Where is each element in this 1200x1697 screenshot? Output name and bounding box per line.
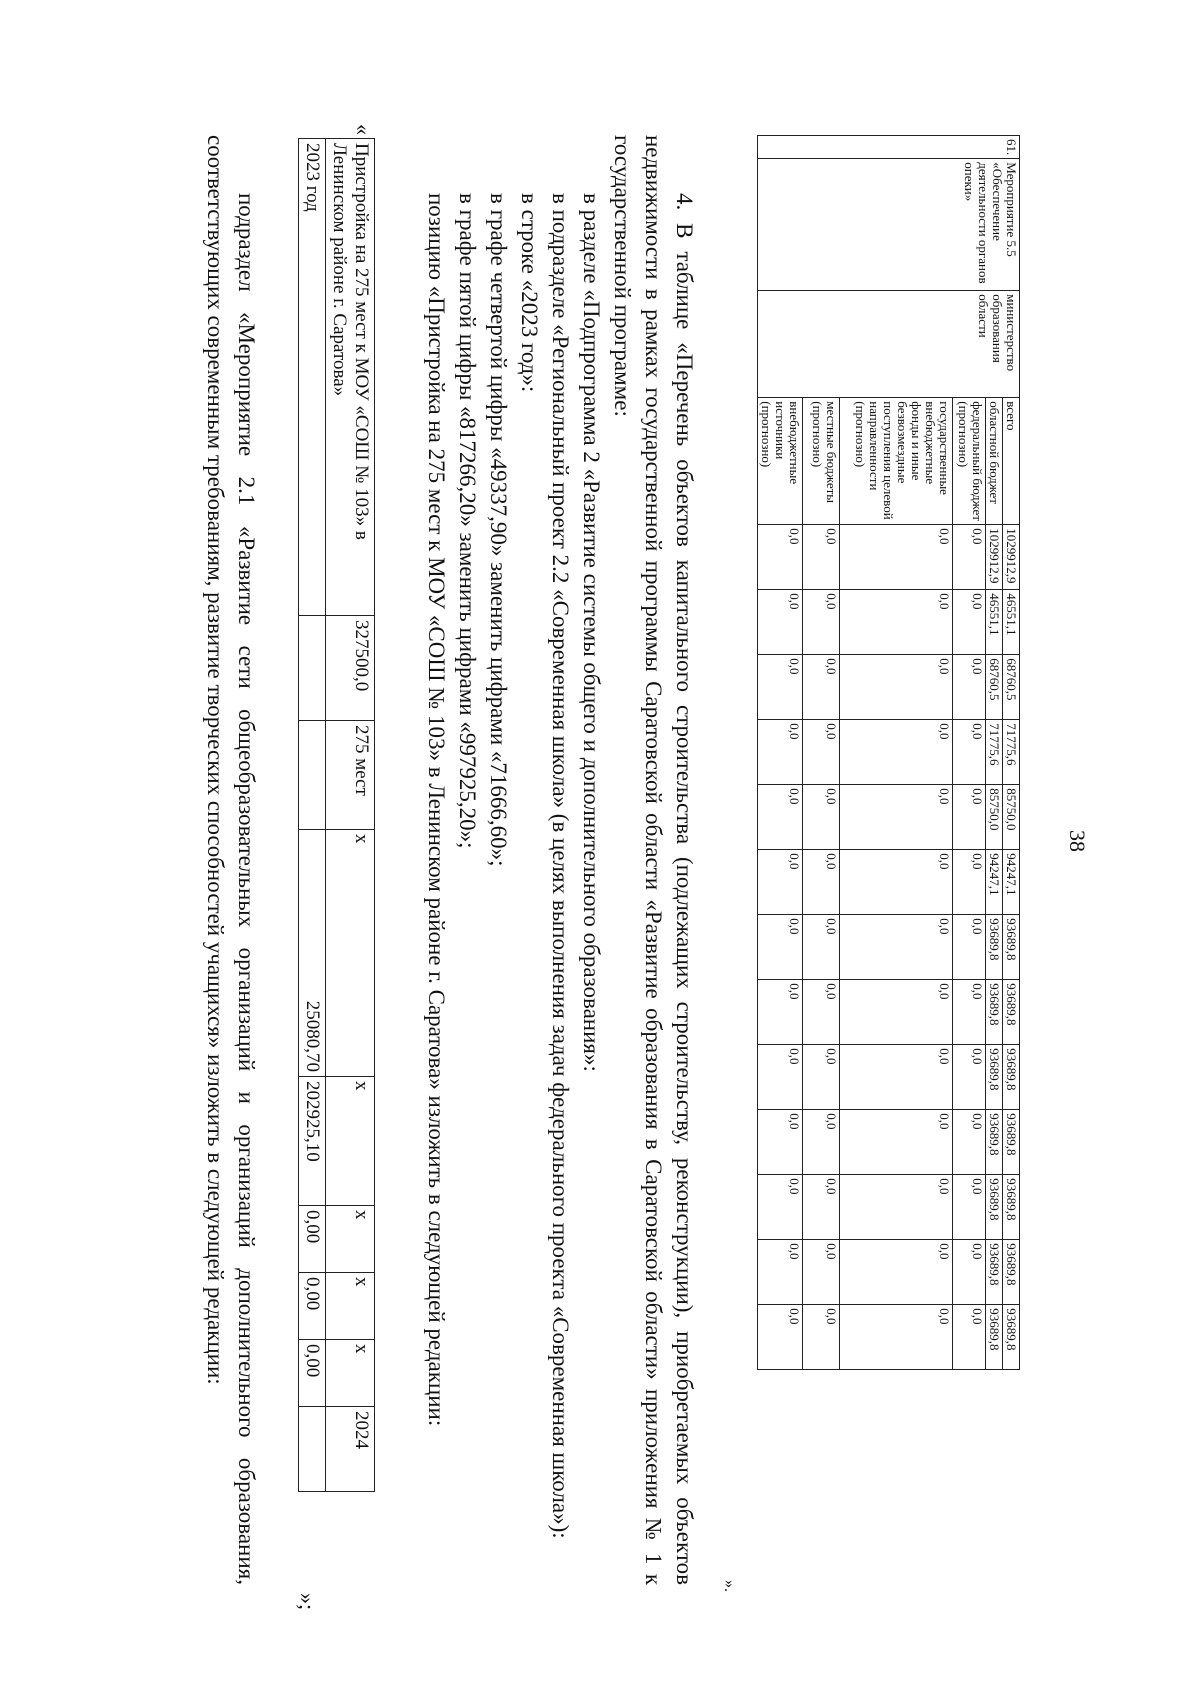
value-cell: 0,0 [758, 525, 803, 590]
value-cell: х [326, 1206, 375, 1273]
value-cell: 0,0 [840, 785, 953, 850]
value-cell: х [326, 1273, 375, 1340]
value-cell: х [326, 1077, 375, 1206]
source-cell: государственные внебюджетные фонды и иные безвозмездные поступления целевой направленности (прогнозно) [840, 398, 953, 525]
rotated-sheet [80, 40, 1120, 1660]
value-cell: 0,0 [840, 980, 953, 1045]
source-cell: областной бюджет [986, 398, 1003, 525]
value-cell: 0,0 [840, 720, 953, 785]
row-number: 61. [758, 136, 1020, 159]
value-cell: 202925,10 [299, 1077, 326, 1206]
value-cell: 0,0 [840, 1305, 953, 1370]
source-cell: федеральный бюджет (прогнозно) [953, 398, 986, 525]
value-cell: 0,00 [299, 1273, 326, 1340]
year-cell: 2024 [326, 1407, 375, 1492]
value-cell: 0,0 [758, 980, 803, 1045]
responsible-body: министерство образования области [758, 291, 1020, 398]
value-cell: 93689,8 [1003, 915, 1020, 980]
value-cell: 0,0 [803, 850, 840, 915]
value-cell: 1029912,9 [1003, 525, 1020, 590]
value-cell: 93689,8 [986, 980, 1003, 1045]
paragraph: в разделе «Подпрограмма 2 «Развитие системы общего и дополнительного образования»: [579, 193, 604, 1072]
value-cell: 0,0 [758, 1305, 803, 1370]
value-cell: 71775,6 [986, 720, 1003, 785]
value-cell: 93689,8 [986, 1175, 1003, 1240]
value-cell: 46551,1 [986, 590, 1003, 655]
value-cell: 71775,6 [1003, 720, 1020, 785]
measure-name: Мероприятие 5.5 «Обеспечение деятельности органов опеки» [758, 159, 1020, 291]
value-cell: 0,0 [953, 915, 986, 980]
value-cell: 0,0 [758, 785, 803, 850]
amendment-text-2 [200, 135, 262, 1585]
value-cell: 0,0 [840, 1045, 953, 1110]
paragraph: в графе пятой цифры «817266,20» заменить цифрами «997925,20»; [455, 193, 480, 849]
table-closing-quote: »; [295, 1593, 320, 1611]
object-cost: 327500,0 [326, 616, 375, 721]
value-cell: 25080,70 [299, 830, 326, 1077]
value-cell: 0,0 [758, 915, 803, 980]
value-cell: 0,0 [953, 980, 986, 1045]
value-cell: 0,0 [758, 1240, 803, 1305]
value-cell: 0,0 [840, 1175, 953, 1240]
value-cell: 0,0 [953, 785, 986, 850]
table-closing-quote: ». [721, 1580, 738, 1592]
empty-cell [299, 721, 326, 830]
paragraph: 4. В таблице «Перечень объектов капитального строительства (подлежащих строительству, реконструкции), приобретаемых объектов недвижимости в рамках государственной программы Саратовской области «Развитие образования в Саратовской области» приложения № 1 к государственной программе: [610, 135, 697, 1585]
page-number: 38 [1065, 830, 1090, 852]
value-cell: 0,0 [840, 1110, 953, 1175]
value-cell: 0,0 [953, 1175, 986, 1240]
construction-table [298, 138, 375, 1492]
value-cell: 0,0 [953, 1110, 986, 1175]
amendment-text [421, 135, 700, 1585]
value-cell: 1029912,9 [986, 525, 1003, 590]
empty-cell [299, 1407, 326, 1492]
value-cell: 0,0 [803, 1175, 840, 1240]
row-label: 2023 год [299, 139, 326, 616]
value-cell: 0,0 [953, 590, 986, 655]
value-cell: 68760,5 [1003, 655, 1020, 720]
value-cell: 93689,8 [1003, 1110, 1020, 1175]
value-cell: 85750,0 [1003, 785, 1020, 850]
value-cell: 0,0 [803, 655, 840, 720]
value-cell: 0,0 [803, 590, 840, 655]
table-row [326, 139, 375, 1492]
source-cell: всего [1003, 398, 1020, 525]
value-cell: 93689,8 [986, 1110, 1003, 1175]
object-capacity: 275 мест [326, 721, 375, 830]
value-cell: 93689,8 [986, 1240, 1003, 1305]
paragraph: подраздел «Мероприятие 2.1 «Развитие сети общеобразовательных организаций и организаций дополнительного образования, соответствующих современным требованиям, развитие творческих способностей учащихся» изложить в следующей редакции: [203, 135, 259, 1585]
value-cell: 68760,5 [986, 655, 1003, 720]
value-cell: 0,0 [803, 525, 840, 590]
table-open-quote: « [351, 124, 376, 135]
value-cell: 0,0 [758, 850, 803, 915]
paragraph: в строке «2023 год»: [517, 193, 542, 393]
value-cell: 93689,8 [986, 1305, 1003, 1370]
value-cell: 0,0 [953, 655, 986, 720]
value-cell: 93689,8 [1003, 1175, 1020, 1240]
value-cell: 94247,1 [986, 850, 1003, 915]
value-cell: 0,0 [840, 590, 953, 655]
table-row [299, 139, 326, 1492]
value-cell: 93689,8 [1003, 1240, 1020, 1305]
value-cell: 85750,0 [986, 785, 1003, 850]
value-cell: 0,0 [803, 980, 840, 1045]
value-cell: 0,0 [840, 850, 953, 915]
value-cell: 93689,8 [1003, 1045, 1020, 1110]
value-cell: 0,0 [758, 655, 803, 720]
value-cell: 0,0 [803, 1305, 840, 1370]
value-cell: 0,0 [758, 720, 803, 785]
value-cell: 0,00 [299, 1206, 326, 1273]
value-cell: 0,0 [840, 1240, 953, 1305]
value-cell: 0,0 [758, 1175, 803, 1240]
value-cell: 94247,1 [1003, 850, 1020, 915]
paragraph: в графе четвертой цифры «49337,90» заменить цифрами «71666,60»; [486, 193, 511, 867]
value-cell: 0,0 [840, 655, 953, 720]
value-cell: 0,0 [953, 525, 986, 590]
value-cell: 0,0 [758, 1045, 803, 1110]
value-cell: 0,0 [953, 1305, 986, 1370]
value-cell: 93689,8 [986, 1045, 1003, 1110]
value-cell: 0,0 [840, 915, 953, 980]
value-cell: 93689,8 [1003, 1305, 1020, 1370]
value-cell: 0,0 [803, 1045, 840, 1110]
value-cell: х [326, 1340, 375, 1407]
value-cell: 0,0 [803, 915, 840, 980]
value-cell: 0,0 [953, 850, 986, 915]
value-cell: 93689,8 [986, 915, 1003, 980]
value-cell: 93689,8 [1003, 980, 1020, 1045]
value-cell: 46551,1 [1003, 590, 1020, 655]
source-cell: местные бюджеты (прогнозно) [803, 398, 840, 525]
budget-table [757, 135, 1020, 1370]
value-cell: 0,0 [953, 1045, 986, 1110]
value-cell: 0,0 [803, 720, 840, 785]
value-cell: 0,0 [758, 590, 803, 655]
paragraph: позицию «Пристройка на 275 мест к МОУ «СОШ № 103» в Ленинском районе г. Саратова» изложить в следующей редакции: [424, 193, 449, 1427]
value-cell: 0,0 [840, 525, 953, 590]
value-cell: х [326, 830, 375, 1077]
value-cell: 0,0 [953, 720, 986, 785]
value-cell: 0,0 [803, 1240, 840, 1305]
value-cell: 0,0 [803, 785, 840, 850]
empty-cell [299, 616, 326, 721]
value-cell: 0,0 [803, 1110, 840, 1175]
source-cell: внебюджетные источники (прогнозно) [758, 398, 803, 525]
object-name: Пристройка на 275 мест к МОУ «СОШ № 103» в Ленинском районе г. Саратова» [326, 139, 375, 616]
value-cell: 0,0 [758, 1110, 803, 1175]
value-cell: 0,00 [299, 1340, 326, 1407]
value-cell: 0,0 [953, 1240, 986, 1305]
table-row [1003, 136, 1020, 1370]
paragraph: в подразделе «Региональный проект 2.2 «Современная школа» (в целях выполнения задач федерального проекта «Современная школа»): [548, 193, 573, 1539]
